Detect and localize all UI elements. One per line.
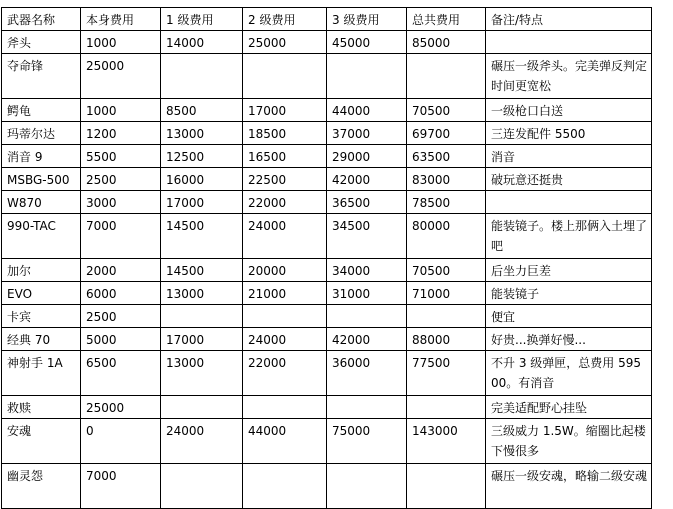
cell-notes [486,31,652,54]
cell-base-cost: 25000 [81,54,161,99]
cell-level2-cost [243,464,327,509]
cell-base-cost: 2000 [81,259,161,282]
cell-level3-cost: 34000 [327,259,407,282]
cell-total-cost: 70500 [407,259,486,282]
cell-weapon-name: W870 [2,191,81,214]
cell-level3-cost [327,305,407,328]
header-cell-level1-cost: 1 级费用 [161,8,243,31]
cell-level1-cost [161,305,243,328]
cell-notes: 三级威力 1.5W。缩圈比起楼下慢很多 [486,419,652,464]
cell-total-cost [407,464,486,509]
cell-level2-cost: 17000 [243,99,327,122]
table-row [2,168,652,191]
cell-level2-cost: 24000 [243,328,327,351]
header-cell-total-cost: 总共费用 [407,8,486,31]
cell-base-cost: 2500 [81,168,161,191]
cell-notes: 后坐力巨差 [486,259,652,282]
cell-level1-cost: 14500 [161,259,243,282]
table-row [2,145,652,168]
cell-level3-cost [327,54,407,99]
cell-weapon-name: 990-TAC [2,214,81,259]
cell-level1-cost: 8500 [161,99,243,122]
cell-level3-cost: 42000 [327,328,407,351]
cell-total-cost: 143000 [407,419,486,464]
cell-base-cost: 0 [81,419,161,464]
cell-level2-cost: 44000 [243,419,327,464]
cell-base-cost: 7000 [81,214,161,259]
cell-weapon-name: 夺命锋 [2,54,81,99]
cell-notes: 完美适配野心挂坠 [486,396,652,419]
cell-base-cost: 5000 [81,328,161,351]
cell-total-cost: 83000 [407,168,486,191]
cell-level3-cost: 29000 [327,145,407,168]
cell-weapon-name: MSBG-500 [2,168,81,191]
cell-total-cost: 88000 [407,328,486,351]
cell-level2-cost [243,305,327,328]
cell-level2-cost: 18500 [243,122,327,145]
cell-level3-cost: 37000 [327,122,407,145]
header-cell-notes: 备注/特点 [486,8,652,31]
cell-level2-cost: 24000 [243,214,327,259]
cell-level1-cost [161,54,243,99]
cell-level3-cost [327,464,407,509]
cell-level2-cost: 21000 [243,282,327,305]
cell-total-cost: 85000 [407,31,486,54]
cell-level3-cost: 75000 [327,419,407,464]
cell-notes: 碾压一级安魂，略输二级安魂 [486,464,652,509]
cell-level3-cost: 42000 [327,168,407,191]
cell-level1-cost: 17000 [161,328,243,351]
cell-level3-cost [327,396,407,419]
cell-level2-cost [243,396,327,419]
table-row [2,259,652,282]
cell-level3-cost: 31000 [327,282,407,305]
cell-base-cost: 6000 [81,282,161,305]
table-row [2,396,652,419]
table-row [2,328,652,351]
cell-level1-cost: 13000 [161,122,243,145]
cell-weapon-name: 经典 70 [2,328,81,351]
cell-notes: 三连发配件 5500 [486,122,652,145]
cell-weapon-name: 幽灵怨 [2,464,81,509]
cell-notes: 破玩意还挺贵 [486,168,652,191]
cell-weapon-name: 加尔 [2,259,81,282]
cell-notes [486,191,652,214]
cell-level1-cost: 13000 [161,351,243,396]
cell-level2-cost [243,54,327,99]
cell-level2-cost: 20000 [243,259,327,282]
cell-level2-cost: 22500 [243,168,327,191]
cell-weapon-name: 救赎 [2,396,81,419]
cell-level1-cost: 14000 [161,31,243,54]
table-row [2,54,652,99]
cell-base-cost: 7000 [81,464,161,509]
cell-weapon-name: 斧头 [2,31,81,54]
cell-total-cost: 78500 [407,191,486,214]
cell-total-cost: 77500 [407,351,486,396]
cell-base-cost: 1000 [81,99,161,122]
cell-total-cost: 70500 [407,99,486,122]
cell-notes: 碾压一级斧头。完美弹反判定时间更宽松 [486,54,652,99]
cell-notes: 能装镜子。楼上那俩入土埋了吧 [486,214,652,259]
table-row [2,464,652,509]
cell-notes: 一级枪口白送 [486,99,652,122]
cell-level1-cost: 14500 [161,214,243,259]
header-row [2,8,652,31]
table-row [2,305,652,328]
table-row [2,191,652,214]
cell-base-cost: 1000 [81,31,161,54]
cell-weapon-name: 安魂 [2,419,81,464]
table-row [2,214,652,259]
table-row [2,419,652,464]
table-row [2,282,652,305]
cell-level1-cost: 13000 [161,282,243,305]
cell-notes: 便宜 [486,305,652,328]
cell-level3-cost: 44000 [327,99,407,122]
cell-level3-cost: 36500 [327,191,407,214]
cell-weapon-name: 神射手 1A [2,351,81,396]
table-row [2,31,652,54]
table-row [2,99,652,122]
cell-total-cost [407,54,486,99]
cell-weapon-name: 卡宾 [2,305,81,328]
cell-total-cost [407,305,486,328]
header-cell-level2-cost: 2 级费用 [243,8,327,31]
cell-level1-cost: 16000 [161,168,243,191]
cell-notes: 能装镜子 [486,282,652,305]
cell-level2-cost: 22000 [243,191,327,214]
cell-base-cost: 5500 [81,145,161,168]
table-row [2,351,652,396]
cell-total-cost: 63500 [407,145,486,168]
cell-notes: 不升 3 级弹匣，总费用 59500。有消音 [486,351,652,396]
header-cell-base-cost: 本身费用 [81,8,161,31]
header-cell-level3-cost: 3 级费用 [327,8,407,31]
cell-base-cost: 25000 [81,396,161,419]
cell-level3-cost: 34500 [327,214,407,259]
cell-total-cost: 69700 [407,122,486,145]
cell-notes: 好贵...换弹好慢... [486,328,652,351]
cell-level1-cost [161,464,243,509]
cell-weapon-name: EVO [2,282,81,305]
cell-level3-cost: 45000 [327,31,407,54]
table-row [2,122,652,145]
cell-base-cost: 6500 [81,351,161,396]
cell-weapon-name: 消音 9 [2,145,81,168]
cell-level1-cost: 17000 [161,191,243,214]
cell-total-cost: 71000 [407,282,486,305]
cell-level2-cost: 25000 [243,31,327,54]
cell-level2-cost: 22000 [243,351,327,396]
cell-base-cost: 3000 [81,191,161,214]
cell-weapon-name: 鳄龟 [2,99,81,122]
cell-level1-cost: 12500 [161,145,243,168]
cell-level2-cost: 16500 [243,145,327,168]
cell-level1-cost [161,396,243,419]
cell-notes: 消音 [486,145,652,168]
cell-level3-cost: 36000 [327,351,407,396]
cell-level1-cost: 24000 [161,419,243,464]
cell-total-cost [407,396,486,419]
cell-base-cost: 1200 [81,122,161,145]
cell-weapon-name: 玛蒂尔达 [2,122,81,145]
cell-total-cost: 80000 [407,214,486,259]
weapon-cost-table [1,7,652,509]
cell-base-cost: 2500 [81,305,161,328]
header-cell-name: 武器名称 [2,8,81,31]
